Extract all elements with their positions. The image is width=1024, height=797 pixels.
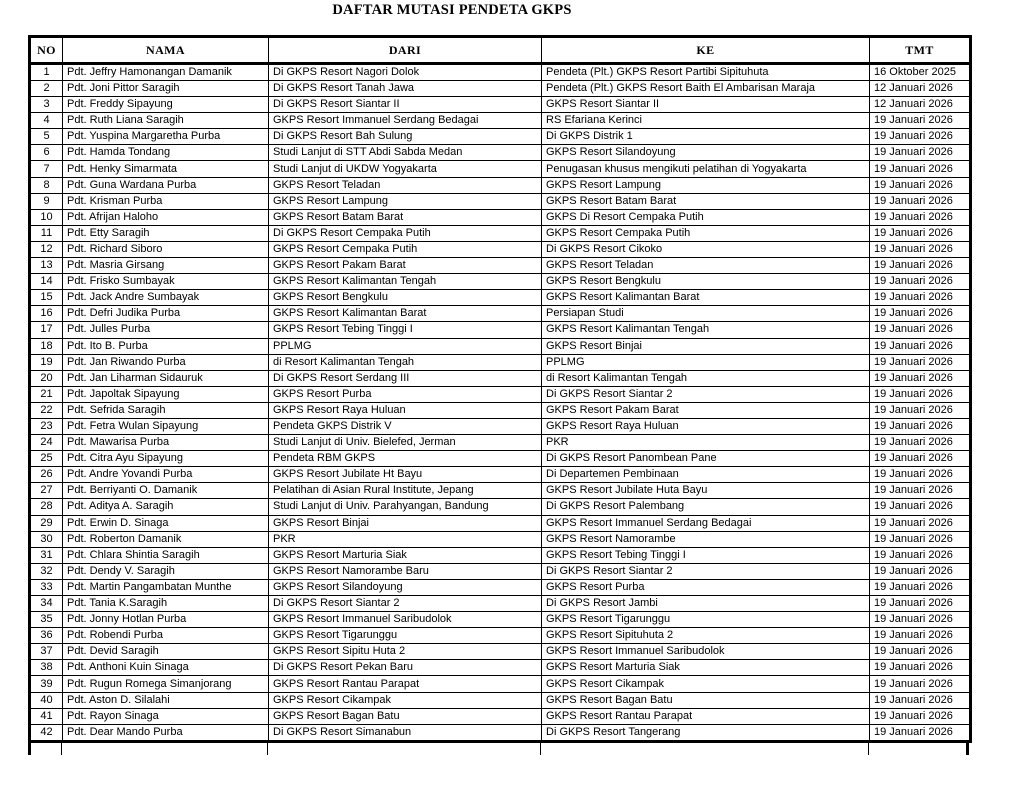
cell-tmt: 19 Januari 2026 [870, 370, 971, 386]
cell-no: 11 [30, 225, 63, 241]
cell-tmt: 19 Januari 2026 [870, 402, 971, 418]
table-row [30, 579, 971, 595]
cell-tmt: 19 Januari 2026 [870, 531, 971, 547]
cell-no: 19 [30, 354, 63, 370]
column-header-nama: NAMA [63, 37, 269, 64]
cell-dari: GKPS Resort Immanuel Serdang Bedagai [269, 113, 542, 129]
cell-no: 10 [30, 209, 63, 225]
cell-ke: GKPS Resort Lampung [542, 177, 870, 193]
table-row [30, 97, 971, 113]
cell-nama: Pdt. Guna Wardana Purba [63, 177, 269, 193]
cell-tmt: 19 Januari 2026 [870, 113, 971, 129]
cell-nama: Pdt. Rayon Sinaga [63, 708, 269, 724]
cell-no: 35 [30, 612, 63, 628]
cell-no: 23 [30, 418, 63, 434]
cell-no: 1 [30, 64, 63, 81]
table-header-row [30, 37, 971, 64]
cell-ke: GKPS Resort Bengkulu [542, 274, 870, 290]
cell-dari: Di GKPS Resort Bah Sulung [269, 129, 542, 145]
cell-dari: GKPS Resort Marturia Siak [269, 547, 542, 563]
cell-no: 8 [30, 177, 63, 193]
table-row [30, 676, 971, 692]
cell-nama: Pdt. Mawarisa Purba [63, 435, 269, 451]
cell-tmt: 19 Januari 2026 [870, 708, 971, 724]
cell-ke: Di GKPS Resort Cikoko [542, 241, 870, 257]
cell-dari: PKR [269, 531, 542, 547]
cell-dari: GKPS Resort Tebing Tinggi I [269, 322, 542, 338]
cell-no: 27 [30, 483, 63, 499]
cell-nama: Pdt. Joni Pittor Saragih [63, 81, 269, 97]
cell-ke: GKPS Resort Sipituhuta 2 [542, 628, 870, 644]
cell-tmt: 19 Januari 2026 [870, 258, 971, 274]
cell-tmt: 19 Januari 2026 [870, 547, 971, 563]
cell-ke: GKPS Resort Binjai [542, 338, 870, 354]
table-row [30, 290, 971, 306]
table-row [30, 628, 971, 644]
cell-tmt: 19 Januari 2026 [870, 467, 971, 483]
cell-nama: Pdt. Devid Saragih [63, 644, 269, 660]
cell-no: 9 [30, 193, 63, 209]
cell-dari: GKPS Resort Immanuel Saribudolok [269, 612, 542, 628]
cell-tmt: 19 Januari 2026 [870, 660, 971, 676]
cell-tmt: 19 Januari 2026 [870, 161, 971, 177]
table-row [30, 338, 971, 354]
cell-no: 4 [30, 113, 63, 129]
mutation-table-sheet [28, 35, 969, 755]
cell-nama: Pdt. Aditya A. Saragih [63, 499, 269, 515]
cell-ke: Penugasan khusus mengikuti pelatihan di Yogyakarta [542, 161, 870, 177]
cell-ke: GKPS Resort Teladan [542, 258, 870, 274]
table-row [30, 193, 971, 209]
cell-nama: Pdt. Martin Pangambatan Munthe [63, 579, 269, 595]
cell-no: 12 [30, 241, 63, 257]
cell-ke: Di GKPS Distrik 1 [542, 129, 870, 145]
cell-tmt: 19 Januari 2026 [870, 290, 971, 306]
cell-tmt: 19 Januari 2026 [870, 241, 971, 257]
cell-tmt: 19 Januari 2026 [870, 386, 971, 402]
table-row [30, 660, 971, 676]
cell-nama: Pdt. Freddy Sipayung [63, 97, 269, 113]
cell-nama: Pdt. Dendy V. Saragih [63, 563, 269, 579]
cell-ke: Pendeta (Plt.) GKPS Resort Baith El Ambarisan Maraja [542, 81, 870, 97]
cell-dari: GKPS Resort Jubilate Ht Bayu [269, 467, 542, 483]
cell-tmt: 19 Januari 2026 [870, 209, 971, 225]
clipped-cell-ke [541, 743, 869, 755]
table-row [30, 418, 971, 434]
cell-no: 37 [30, 644, 63, 660]
cell-ke: GKPS Resort Jubilate Huta Bayu [542, 483, 870, 499]
cell-dari: Studi Lanjut di STT Abdi Sabda Medan [269, 145, 542, 161]
cell-no: 20 [30, 370, 63, 386]
cell-nama: Pdt. Ito B. Purba [63, 338, 269, 354]
table-row [30, 547, 971, 563]
cell-dari: Di GKPS Resort Pekan Baru [269, 660, 542, 676]
cell-ke: Di GKPS Resort Siantar 2 [542, 386, 870, 402]
cell-no: 33 [30, 579, 63, 595]
cell-tmt: 19 Januari 2026 [870, 451, 971, 467]
cell-no: 39 [30, 676, 63, 692]
cell-nama: Pdt. Jan Liharman Sidauruk [63, 370, 269, 386]
cell-no: 32 [30, 563, 63, 579]
cell-ke: GKPS Resort Marturia Siak [542, 660, 870, 676]
cell-tmt: 19 Januari 2026 [870, 129, 971, 145]
cell-dari: Pelatihan di Asian Rural Institute, Jepang [269, 483, 542, 499]
cell-nama: Pdt. Afrijan Haloho [63, 209, 269, 225]
cell-nama: Pdt. Robendi Purba [63, 628, 269, 644]
cell-no: 30 [30, 531, 63, 547]
cell-nama: Pdt. Masria Girsang [63, 258, 269, 274]
cell-ke: GKPS Resort Kalimantan Barat [542, 290, 870, 306]
cell-no: 6 [30, 145, 63, 161]
table-row [30, 483, 971, 499]
cell-dari: Di GKPS Resort Siantar 2 [269, 596, 542, 612]
column-header-no: NO [30, 37, 63, 64]
cell-ke: PKR [542, 435, 870, 451]
cell-nama: Pdt. Frisko Sumbayak [63, 274, 269, 290]
cell-nama: Pdt. Anthoni Kuin Sinaga [63, 660, 269, 676]
cell-ke: GKPS Resort Purba [542, 579, 870, 595]
cell-no: 21 [30, 386, 63, 402]
cell-ke: GKPS Resort Pakam Barat [542, 402, 870, 418]
table-row [30, 563, 971, 579]
cell-ke: GKPS Resort Cempaka Putih [542, 225, 870, 241]
cell-nama: Pdt. Aston D. Silalahi [63, 692, 269, 708]
cell-no: 2 [30, 81, 63, 97]
table-row [30, 370, 971, 386]
cell-nama: Pdt. Krisman Purba [63, 193, 269, 209]
cell-dari: GKPS Resort Bengkulu [269, 290, 542, 306]
clipped-cell-dari [268, 743, 541, 755]
cell-tmt: 19 Januari 2026 [870, 274, 971, 290]
cell-nama: Pdt. Dear Mando Purba [63, 724, 269, 741]
cell-no: 29 [30, 515, 63, 531]
cell-tmt: 19 Januari 2026 [870, 483, 971, 499]
cell-no: 18 [30, 338, 63, 354]
cell-nama: Pdt. Berriyanti O. Damanik [63, 483, 269, 499]
table-row [30, 515, 971, 531]
cell-dari: GKPS Resort Kalimantan Barat [269, 306, 542, 322]
table-row [30, 241, 971, 257]
table-body [30, 64, 971, 742]
cell-dari: GKPS Resort Namorambe Baru [269, 563, 542, 579]
cell-dari: GKPS Resort Bagan Batu [269, 708, 542, 724]
cell-no: 41 [30, 708, 63, 724]
cell-no: 34 [30, 596, 63, 612]
clipped-cell-no [31, 743, 62, 755]
cell-no: 7 [30, 161, 63, 177]
cell-nama: Pdt. Roberton Damanik [63, 531, 269, 547]
cell-dari: Studi Lanjut di Univ. Parahyangan, Bandung [269, 499, 542, 515]
cell-dari: Di GKPS Resort Siantar II [269, 97, 542, 113]
cell-nama: Pdt. Julles Purba [63, 322, 269, 338]
cell-ke: Di GKPS Resort Siantar 2 [542, 563, 870, 579]
cell-dari: Di GKPS Resort Tanah Jawa [269, 81, 542, 97]
cell-no: 31 [30, 547, 63, 563]
cell-no: 3 [30, 97, 63, 113]
table-row [30, 499, 971, 515]
cell-tmt: 12 Januari 2026 [870, 81, 971, 97]
table-row [30, 612, 971, 628]
cell-tmt: 19 Januari 2026 [870, 354, 971, 370]
cell-dari: GKPS Resort Kalimantan Tengah [269, 274, 542, 290]
cell-ke: Pendeta (Plt.) GKPS Resort Partibi Sipituhuta [542, 64, 870, 81]
cell-ke: GKPS Resort Tebing Tinggi I [542, 547, 870, 563]
cell-ke: di Resort Kalimantan Tengah [542, 370, 870, 386]
cell-tmt: 19 Januari 2026 [870, 612, 971, 628]
cell-tmt: 19 Januari 2026 [870, 177, 971, 193]
cell-nama: Pdt. Jan Riwando Purba [63, 354, 269, 370]
cell-tmt: 19 Januari 2026 [870, 322, 971, 338]
cell-dari: Di GKPS Resort Nagori Dolok [269, 64, 542, 81]
table-row [30, 129, 971, 145]
cell-tmt: 12 Januari 2026 [870, 97, 971, 113]
cell-dari: GKPS Resort Pakam Barat [269, 258, 542, 274]
cell-dari: GKPS Resort Purba [269, 386, 542, 402]
cell-ke: Di GKPS Resort Jambi [542, 596, 870, 612]
cell-dari: di Resort Kalimantan Tengah [269, 354, 542, 370]
cell-tmt: 19 Januari 2026 [870, 338, 971, 354]
cell-dari: GKPS Resort Cikampak [269, 692, 542, 708]
cell-ke: GKPS Resort Immanuel Saribudolok [542, 644, 870, 660]
cell-nama: Pdt. Etty Saragih [63, 225, 269, 241]
cell-ke: GKPS Resort Cikampak [542, 676, 870, 692]
cell-no: 26 [30, 467, 63, 483]
cell-nama: Pdt. Fetra Wulan Sipayung [63, 418, 269, 434]
cell-nama: Pdt. Defri Judika Purba [63, 306, 269, 322]
mutation-table [28, 35, 972, 743]
cell-nama: Pdt. Citra Ayu Sipayung [63, 451, 269, 467]
table-row [30, 161, 971, 177]
cell-ke: GKPS Di Resort Cempaka Putih [542, 209, 870, 225]
cell-tmt: 19 Januari 2026 [870, 644, 971, 660]
cell-nama: Pdt. Richard Siboro [63, 241, 269, 257]
cell-tmt: 19 Januari 2026 [870, 435, 971, 451]
cell-ke: Di GKPS Resort Panombean Pane [542, 451, 870, 467]
cell-tmt: 19 Januari 2026 [870, 692, 971, 708]
cell-ke: Persiapan Studi [542, 306, 870, 322]
table-row [30, 467, 971, 483]
cell-ke: GKPS Resort Raya Huluan [542, 418, 870, 434]
cell-tmt: 19 Januari 2026 [870, 563, 971, 579]
cell-ke: GKPS Resort Siantar II [542, 97, 870, 113]
cell-dari: Di GKPS Resort Cempaka Putih [269, 225, 542, 241]
cell-tmt: 19 Januari 2026 [870, 418, 971, 434]
cell-ke: GKPS Resort Batam Barat [542, 193, 870, 209]
cell-nama: Pdt. Jack Andre Sumbayak [63, 290, 269, 306]
cell-dari: GKPS Resort Batam Barat [269, 209, 542, 225]
table-row [30, 258, 971, 274]
table-row [30, 145, 971, 161]
cell-nama: Pdt. Ruth Liana Saragih [63, 113, 269, 129]
cell-no: 38 [30, 660, 63, 676]
table-row [30, 225, 971, 241]
cell-tmt: 19 Januari 2026 [870, 225, 971, 241]
table-row [30, 724, 971, 741]
cell-dari: Di GKPS Resort Serdang III [269, 370, 542, 386]
table-row [30, 81, 971, 97]
table-row [30, 209, 971, 225]
cell-tmt: 19 Januari 2026 [870, 676, 971, 692]
cell-no: 15 [30, 290, 63, 306]
cell-ke: GKPS Resort Namorambe [542, 531, 870, 547]
cell-ke: Di GKPS Resort Palembang [542, 499, 870, 515]
clipped-cell-tmt [869, 743, 966, 755]
cell-nama: Pdt. Jeffry Hamonangan Damanik [63, 64, 269, 81]
table-row [30, 596, 971, 612]
cell-no: 28 [30, 499, 63, 515]
cell-no: 25 [30, 451, 63, 467]
table-row [30, 708, 971, 724]
column-header-tmt: TMT [870, 37, 971, 64]
table-row [30, 386, 971, 402]
cell-dari: GKPS Resort Cempaka Putih [269, 241, 542, 257]
cell-nama: Pdt. Japoltak Sipayung [63, 386, 269, 402]
table-row [30, 692, 971, 708]
table-row [30, 531, 971, 547]
column-header-ke: KE [542, 37, 870, 64]
cell-ke: GKPS Resort Kalimantan Tengah [542, 322, 870, 338]
cell-dari: GKPS Resort Teladan [269, 177, 542, 193]
cell-ke: GKPS Resort Immanuel Serdang Bedagai [542, 515, 870, 531]
cell-no: 40 [30, 692, 63, 708]
table-row [30, 274, 971, 290]
cell-dari: Pendeta RBM GKPS [269, 451, 542, 467]
cell-nama: Pdt. Henky Simarmata [63, 161, 269, 177]
cell-tmt: 19 Januari 2026 [870, 145, 971, 161]
cell-ke: GKPS Resort Tigarunggu [542, 612, 870, 628]
cell-tmt: 19 Januari 2026 [870, 193, 971, 209]
cell-no: 17 [30, 322, 63, 338]
cell-dari: Studi Lanjut di Univ. Bielefed, Jerman [269, 435, 542, 451]
table-row [30, 354, 971, 370]
cell-dari: Pendeta GKPS Distrik V [269, 418, 542, 434]
cell-tmt: 19 Januari 2026 [870, 628, 971, 644]
cell-dari: GKPS Resort Rantau Parapat [269, 676, 542, 692]
cell-dari: GKPS Resort Tigarunggu [269, 628, 542, 644]
cell-ke: Di Departemen Pembinaan [542, 467, 870, 483]
cell-nama: Pdt. Erwin D. Sinaga [63, 515, 269, 531]
table-row [30, 177, 971, 193]
table-row [30, 451, 971, 467]
table-row [30, 113, 971, 129]
cell-ke: GKPS Resort Silandoyung [542, 145, 870, 161]
table-header [30, 37, 971, 64]
cell-no: 36 [30, 628, 63, 644]
cell-ke: PPLMG [542, 354, 870, 370]
cell-no: 42 [30, 724, 63, 741]
cell-tmt: 19 Januari 2026 [870, 306, 971, 322]
cell-nama: Pdt. Chlara Shintia Saragih [63, 547, 269, 563]
cell-nama: Pdt. Andre Yovandi Purba [63, 467, 269, 483]
cell-tmt: 19 Januari 2026 [870, 596, 971, 612]
cell-ke: GKPS Resort Rantau Parapat [542, 708, 870, 724]
cell-dari: GKPS Resort Lampung [269, 193, 542, 209]
cell-nama: Pdt. Hamda Tondang [63, 145, 269, 161]
cell-tmt: 19 Januari 2026 [870, 579, 971, 595]
clipped-next-row [28, 743, 969, 755]
cell-dari: PPLMG [269, 338, 542, 354]
clipped-cell-nama [62, 743, 268, 755]
table-row [30, 64, 971, 81]
cell-tmt: 16 Oktober 2025 [870, 64, 971, 81]
cell-no: 13 [30, 258, 63, 274]
table-row [30, 402, 971, 418]
page-title: DAFTAR MUTASI PENDETA GKPS [332, 2, 572, 18]
cell-tmt: 19 Januari 2026 [870, 499, 971, 515]
cell-no: 16 [30, 306, 63, 322]
cell-tmt: 19 Januari 2026 [870, 724, 971, 741]
cell-dari: GKPS Resort Raya Huluan [269, 402, 542, 418]
cell-dari: GKPS Resort Sipitu Huta 2 [269, 644, 542, 660]
cell-dari: GKPS Resort Binjai [269, 515, 542, 531]
cell-dari: Studi Lanjut di UKDW Yogyakarta [269, 161, 542, 177]
cell-no: 5 [30, 129, 63, 145]
table-row [30, 644, 971, 660]
cell-dari: Di GKPS Resort Simanabun [269, 724, 542, 741]
cell-no: 22 [30, 402, 63, 418]
cell-dari: GKPS Resort Silandoyung [269, 579, 542, 595]
cell-nama: Pdt. Rugun Romega Simanjorang [63, 676, 269, 692]
cell-no: 14 [30, 274, 63, 290]
table-row [30, 306, 971, 322]
cell-ke: Di GKPS Resort Tangerang [542, 724, 870, 741]
cell-ke: RS Efariana Kerinci [542, 113, 870, 129]
cell-ke: GKPS Resort Bagan Batu [542, 692, 870, 708]
table-row [30, 435, 971, 451]
cell-tmt: 19 Januari 2026 [870, 515, 971, 531]
cell-nama: Pdt. Tania K.Saragih [63, 596, 269, 612]
column-header-dari: DARI [269, 37, 542, 64]
cell-nama: Pdt. Sefrida Saragih [63, 402, 269, 418]
table-row [30, 322, 971, 338]
cell-nama: Pdt. Yuspina Margaretha Purba [63, 129, 269, 145]
cell-no: 24 [30, 435, 63, 451]
cell-nama: Pdt. Jonny Hotlan Purba [63, 612, 269, 628]
